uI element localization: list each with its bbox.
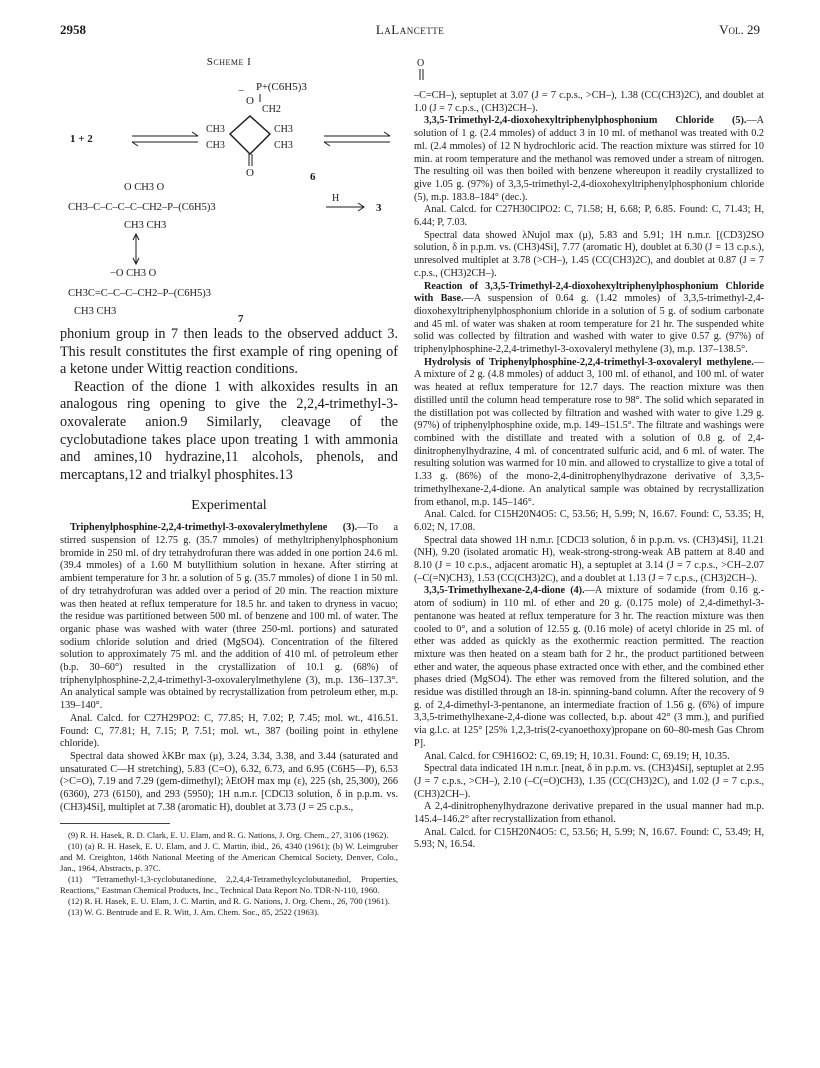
ring-minus: − [238, 85, 245, 97]
spectral-data: Spectral data showed λKBr max (μ), 3.24, 3.34, 3.38, and 3.44 (saturated and unsaturated C—H stretching), 5.83 (C=O), 6.32, 6.73, and 6.95 (C6H5—P), 6.53 (>C=O), 7.19 and 7.29 (gem-dimethyl); λEtOH max mμ (ε), 225 (sh, 25,300), 266 (6360), 273 (6150), and 293 (5950); 1H n.m.r. [CDCl3 solution, δ in p.p.m. vs. (CH3)4Si], multiplet at 7.38 (aromatic H), doublet at 3.73 (J = 25 c.p.s., [60, 751, 398, 813]
chain6-top: O CH3 O [124, 182, 165, 193]
procedure-title: Triphenylphosphine-2,2,4-trimethyl-3-oxovalerylmethylene (3). [70, 522, 358, 534]
procedure-title: 3,3,5-Trimethylhexane-2,4-dione (4). [424, 585, 585, 597]
footnote-13: (13) W. G. Bentrude and E. R. Witt, J. Am. Chem. Soc., 85, 2522 (1963). [68, 906, 320, 917]
derivative-note: A 2,4-dinitrophenylhydrazone derivative prepared in the usual manner had m.p. 145.4–146.2° after recrystallization from ethanol. [414, 801, 764, 826]
fragment-oxygen: O [417, 58, 425, 69]
volume-label: Vol. 29 [719, 22, 760, 37]
analysis-line: Anal. Calcd. for C15H20N4O5: C, 53.56; H, 5.99; N, 16.67. Found: C, 53.49; H, 5.93; N, 16.54. [414, 826, 764, 851]
chain7-main: CH3C=C–C–C–CH2–P–(C6H5)3 [68, 288, 212, 299]
running-header [60, 22, 760, 40]
spectral-data: Spectral data showed 1H n.m.r. [CDCl3 solution, δ in p.p.m. vs. (CH3)4Si], 11.21 (NH), 9.20 (isolated aromatic H), weak-strong-strong-weak AB pattern at 8.40 and 8.10 (J = 10 c.p.s., adjacent aromatic H), a septuplet at 3.14 (J = 7 c.p.s., >CH–2.07 (–C(=N)CH3), 1.53 (CC(CH3)2C), and a doublet at 1.13 (J = 7 c.p.s., (CH3)2CH–). [414, 534, 764, 584]
experimental-text-left [60, 522, 398, 814]
experimental-text-right [414, 90, 764, 852]
spectral-data-continued: –C=CH–), septuplet at 3.07 (J = 7 c.p.s., >CH–), 1.38 (CC(CH3)2C), and doublet at 1.0 (J = 7 c.p.s., (CH3)2CH–). [414, 90, 764, 114]
procedure-body: —A solution of 1 g. (2.4 mmoles) of adduct 3 in 10 ml. of methanol was treated with 0.2 ml. (2.4 mmoles) of 12 N hydrochloric acid. The reaction mixture was stirred for 10 min. at room temperature and the methanol was removed under a stream of nitrogen. The resulting oil was then boiled with benzene whereupon it readily crystallized to give 1.05 g. (97%) of 3,3,5-trimethyl-2,4-dioxohexyltriphenylphosphonium chloride (5), m.p. 183.8–184° (dec.). [414, 115, 764, 203]
footnote-10: (10) (a) R. H. Hasek, E. U. Elam, and J. C. Martin, ibid., 26, 4340 (1961); (b) W. Leimgruber and M. Creighton, 146th National Meeting of the American Chemical Society, Denver, Colo., Jan., 1964, Abstracts, p. 37C. [60, 840, 398, 873]
equilibrium-arrow-right [324, 132, 390, 146]
ring-oxide: O [246, 95, 254, 107]
footnote-9: (9) R. H. Hasek, R. D. Clark, E. U. Elam, and R. G. Nations, J. Org. Chem., 27, 3106 (1962). [68, 829, 389, 840]
paragraph: phonium group in 7 then leads to the observed adduct 3. This result constitutes the first example of ring opening of a ketone under Wittig reaction conditions. [60, 326, 398, 378]
compound-label-7: 7 [238, 313, 244, 325]
carbonyl-fragment [414, 56, 764, 90]
ring-methyl-top-right: CH3 [274, 124, 293, 135]
analysis-line: Anal. Calcd. for C27H30ClPO2: C, 71.58; H, 6.68; P, 6.85. Found: C, 71.43; H, 6.44; P, 7.03. [414, 204, 764, 229]
paragraph: Reaction of the dione 1 with alkoxides results in an analogous ring opening to give the 2,2,4-trimethyl-3-oxovalerate anion.9 Similarly, cleavage of the cyclobutadione takes place upon treating 1 with ammonia and amines,10 hydrazine,11 alcohols, phenols, and mercaptans,12 and trialkyl phosphites.13 [60, 378, 398, 483]
procedure-body: —A mixture of 2 g. (4.8 mmoles) of adduct 3, 100 ml. of ethanol, and 100 ml. of water was heated at reflux temperature for 12.7 days. The reaction mixture was then distilled until the column head temperature rose to 98°. The solid which separated in the distillation pot was collected by filtration and washed with water to give 1.29 g. (97%) of triphenylphosphine oxide, m.p. 149–151.5°. The filtrate and washings were combined with the distillate and treated with a solution of 0.8 g. of 2,4-dinitrophenylhydrazine, 4 ml. of concentrated sulfuric acid, and 6 ml. of water. The resulting solution was warmed for 10 min. and allowed to crystallize to give a total of 1.33 g. (86%) of the mono-2,4-dinitrophenylhydrazone derivative of 3,3,5-trimethylhexane-2,4-dione. An analytical sample was obtained by recrystallization from ethanol, m.p. 145–146°. [414, 356, 764, 508]
proton-transfer-arrow [326, 203, 364, 211]
proton-arrow-label: H [332, 193, 340, 204]
procedure-body: —A suspension of 0.64 g. (1.42 mmoles) of 3,3,5-trimethyl-2,4-dioxohexyltriphenylphosphonium chloride in a solution of 5 g. of sodium carbonate and 45 ml. of water was shaken at room temperature for 21 hr. The suspended white solid was collected by filtration and washed with water to give 0.57 g. (97%) of triphenylphosphine-2,2,4-trimethyl-3-oxovaleryl methylene (3), m.p. 137–138.5°. [414, 293, 764, 356]
footnote-rule [60, 823, 170, 824]
spectral-data: Spectral data showed λNujol max (μ), 5.83 and 5.91; 1H n.m.r. [(CD3)2SO solution, δ in p.p.m. vs. (CH3)4Si], 7.77 (aromatic H), doublet at 6.30 (J = 13 c.p.s.), unresolved multiplet at 3.78 (>CH–), 1.45 (CC(CH3)2C), and doublet at 0.87 (J = 7 c.p.s., (CH3)2CH–). [414, 229, 764, 279]
equilibrium-arrow-left [132, 132, 198, 146]
ring-phosphorus: P+(C6H5)3 [256, 81, 307, 93]
reactants-label: 1 + 2 [70, 133, 93, 145]
left-column [60, 56, 398, 918]
cyclobutane-ring [230, 116, 270, 154]
ring-methyl-bottom-right: CH3 [274, 140, 293, 151]
footnote-11: (11) "Tetramethyl-1,3-cyclobutanedione, 2,2,4,4-Tetramethylcyclobutanediol, Properties, Reactions," Eastman Chemical Products, Inc., Technical Data Report No. TDR-N-110, 1960. [60, 873, 398, 895]
procedure-body: —A mixture of sodamide (from 0.16 g.-atom of sodium) in 110 ml. of ether and 20 g. (0.175 mole) of 2,4-dimethyl-3-pentanone was heated at reflux temperature for 3 hr. The reaction mixture was then cooled to 0°, and a solution of 12.55 g. (0.16 mole) of acetyl chloride in 25 ml. of ether was added as quickly as the exothermic reaction permitted. The reaction mixture was then heated on a steam bath for 2 hr., the product partitioned between ether and water, the aqueous phase extracted once with ether, and the combined ether phases dried (MgSO4). The ether was removed from the filtered solution, and the residue was distilled through an 18-in. spinning-band column. After the recovery of 9 g. of 2,4-dimethyl-3-pentanone, an intermediate fraction of 1.56 g. (6%) of impure 3,3,5-trimethylhexane-2,4-dione was collected, b.p. about 42° (3 mm.), and purified via g.l.c. at 125° [25% 1,2,3-tris(2-cyanoethoxy)propane on 60–80-mesh Gas Chrom P]. [414, 585, 764, 749]
analysis-line: Anal. Calcd. for C9H16O2: C, 69.19; H, 10.31. Found: C, 69.19; H, 10.35. [424, 750, 730, 762]
procedure-title: Reaction of 3,3,5-Trimethyl-2,4-dioxohexyltriphenylphosphonium Chloride with Base. [414, 280, 764, 305]
compound-label-3: 3 [376, 202, 382, 214]
carbonyl-fragment-drawing [414, 56, 454, 90]
footnote-12: (12) R. H. Hasek, E. U. Elam, J. C. Martin, and R. G. Nations, J. Org. Chem., 26, 700 (1961). [68, 895, 390, 906]
vertical-equilibrium-arrow [133, 234, 139, 264]
footnotes [60, 830, 398, 918]
spectral-data: Spectral data indicated 1H n.m.r. [neat, δ in p.p.m. vs. (CH3)4Si], septuplet at 2.95 (J = 7 c.p.s., >CH–), 2.10 (–C(=O)CH3), 1.35 (CC(CH3)2C), and 1.02 (J = 7 c.p.s., (CH3)2CH–). [414, 763, 764, 800]
procedure-title: 3,3,5-Trimethyl-2,4-dioxohexyltriphenylphosphonium Chloride (5). [424, 115, 747, 127]
scheme-1 [60, 56, 398, 326]
compound-label-6: 6 [310, 171, 316, 183]
page-number: 2958 [60, 22, 86, 37]
section-title-experimental: Experimental [191, 498, 267, 514]
ring-ch2: CH2 [262, 104, 281, 115]
chain6-main: CH3–C–C–C–C–CH2–P–(C6H5)3 [68, 202, 216, 213]
procedure-title: Hydrolysis of Triphenylphosphine-2,2,4-trimethyl-3-oxovaleryl methylene. [424, 356, 754, 368]
ring-methyl-bottom-left: CH3 [206, 140, 225, 151]
analysis-line: Anal. Calcd. for C15H20N4O5: C, 53.56; H, 5.99; N, 16.67. Found: C, 53.35; H, 6.02; N, 17.08. [414, 509, 764, 533]
analysis-line: Anal. Calcd. for C27H29PO2: C, 77.85; H, 7.02; P, 7.45; mol. wt., 416.51. Found: C, 77.81; H, 7.15; P, 7.51; mol. wt., 387 (boiling point in ethylene chloride). [60, 712, 398, 750]
chain7-top: −O CH3 O [110, 268, 157, 279]
ring-keto-oxygen: O [246, 167, 254, 179]
running-author: LaLancette [375, 22, 445, 37]
discussion-text [60, 326, 398, 484]
scheme-diagram [60, 56, 398, 326]
chain6-bottom: CH3 CH3 [124, 220, 167, 231]
procedure-body: —To a stirred suspension of 12.75 g. (35.7 mmoles) of methyltriphenylphosphonium bromide in 250 ml. of dry tetrahydrofuran there was added in one portion 24.6 ml. (39.4 mmoles) of a 1.60 M butyllithium solution in hexane. After stirring at ambient temperature for 3 hr. a solution of 5 g. (35.7 mmoles) of dione 1 in 50 ml. of dry tetrahydrofuran was added over a period of 20 min. The reaction mixture was then heated at reflux temperature for 18.5 hr. and taken to dryness in vacuo; the residue was partitioned between 500 ml. of benzene and 100 ml. of water. The organic phase was washed with water (three 250-ml. portions) and saturated sodium chloride solution and dried (MgSO4). Concentration of the filtered solution to approximately 75 ml. and the addition of 410 ml. of petroleum ether (b.p. 30–60°) resulted in the crystallization of 10.1 g. (68%) of triphenylphosphine-2,2,4-trimethyl-3-oxovalerylmethylene (3), m.p. 136–137.3°. An analytical sample was obtained by recrystallization from petroleum ether, m.p. 139–140°. [60, 522, 398, 712]
right-column [414, 56, 764, 852]
ring-methyl-top-left: CH3 [206, 124, 225, 135]
chain7-bottom: CH3 CH3 [74, 306, 117, 317]
scheme-title: Scheme I [206, 56, 252, 68]
